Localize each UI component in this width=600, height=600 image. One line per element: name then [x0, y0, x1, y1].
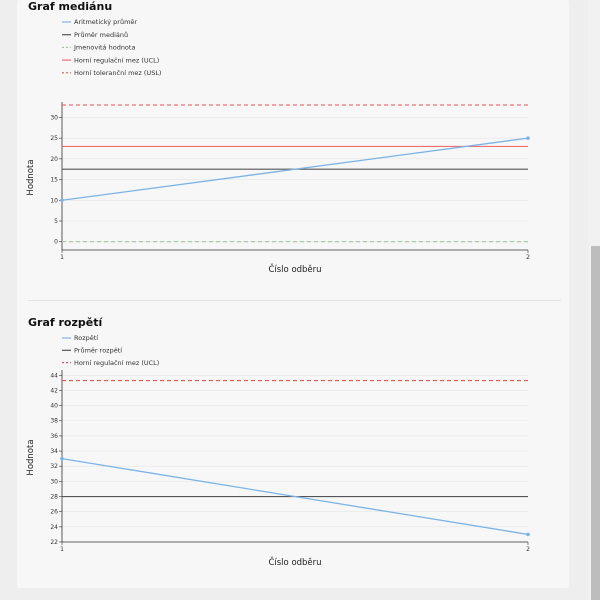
- median-chart-title: Graf mediánu: [28, 0, 113, 13]
- legend-entry: Aritmetický průměr: [74, 18, 138, 27]
- y-tick-label: 44: [50, 372, 58, 380]
- legend-entry: Horní regulační mez (UCL): [74, 56, 160, 65]
- y-tick-label: 25: [50, 135, 58, 143]
- legend-entry: Horní toleranční mez (USL): [74, 69, 162, 77]
- x-axis-label: Číslo odběru: [268, 558, 322, 568]
- legend-entry: Průměr mediánů: [74, 30, 129, 39]
- legend-entry: Rozpětí: [74, 334, 99, 343]
- y-tick-label: 34: [50, 448, 58, 456]
- legend-entry: Jmenovitá hodnota: [74, 43, 136, 52]
- y-tick-label: 36: [50, 432, 58, 440]
- data-point: [526, 533, 530, 537]
- x-tick-label: 2: [526, 254, 530, 261]
- y-tick-label: 32: [50, 463, 58, 471]
- y-tick-label: 20: [50, 155, 58, 163]
- y-tick-label: 38: [50, 417, 58, 425]
- y-tick-label: 42: [50, 387, 58, 395]
- y-tick-label: 24: [50, 523, 58, 531]
- y-tick-label: 15: [50, 176, 58, 184]
- y-tick-label: 10: [50, 197, 58, 205]
- legend-entry: Horní regulační mez (UCL): [74, 358, 160, 367]
- y-tick-label: 40: [50, 402, 58, 410]
- y-tick-label: 30: [50, 114, 58, 122]
- y-tick-label: 0: [54, 238, 58, 246]
- y-tick-label: 22: [50, 539, 58, 546]
- x-tick-label: 2: [526, 546, 530, 553]
- y-tick-label: 26: [50, 508, 58, 516]
- y-tick-label: 30: [50, 478, 58, 486]
- y-axis-label: Hodnota: [26, 439, 36, 476]
- range-chart-title: Graf rozpětí: [28, 316, 103, 329]
- y-tick-label: 5: [54, 218, 58, 225]
- x-tick-label: 1: [60, 546, 64, 553]
- data-point: [60, 457, 64, 461]
- y-axis-label: Hodnota: [26, 159, 36, 196]
- legend-entry: Průměr rozpětí: [74, 346, 123, 355]
- x-tick-label: 1: [60, 254, 64, 261]
- y-tick-label: 28: [50, 493, 58, 501]
- x-axis-label: Číslo odběru: [268, 265, 322, 275]
